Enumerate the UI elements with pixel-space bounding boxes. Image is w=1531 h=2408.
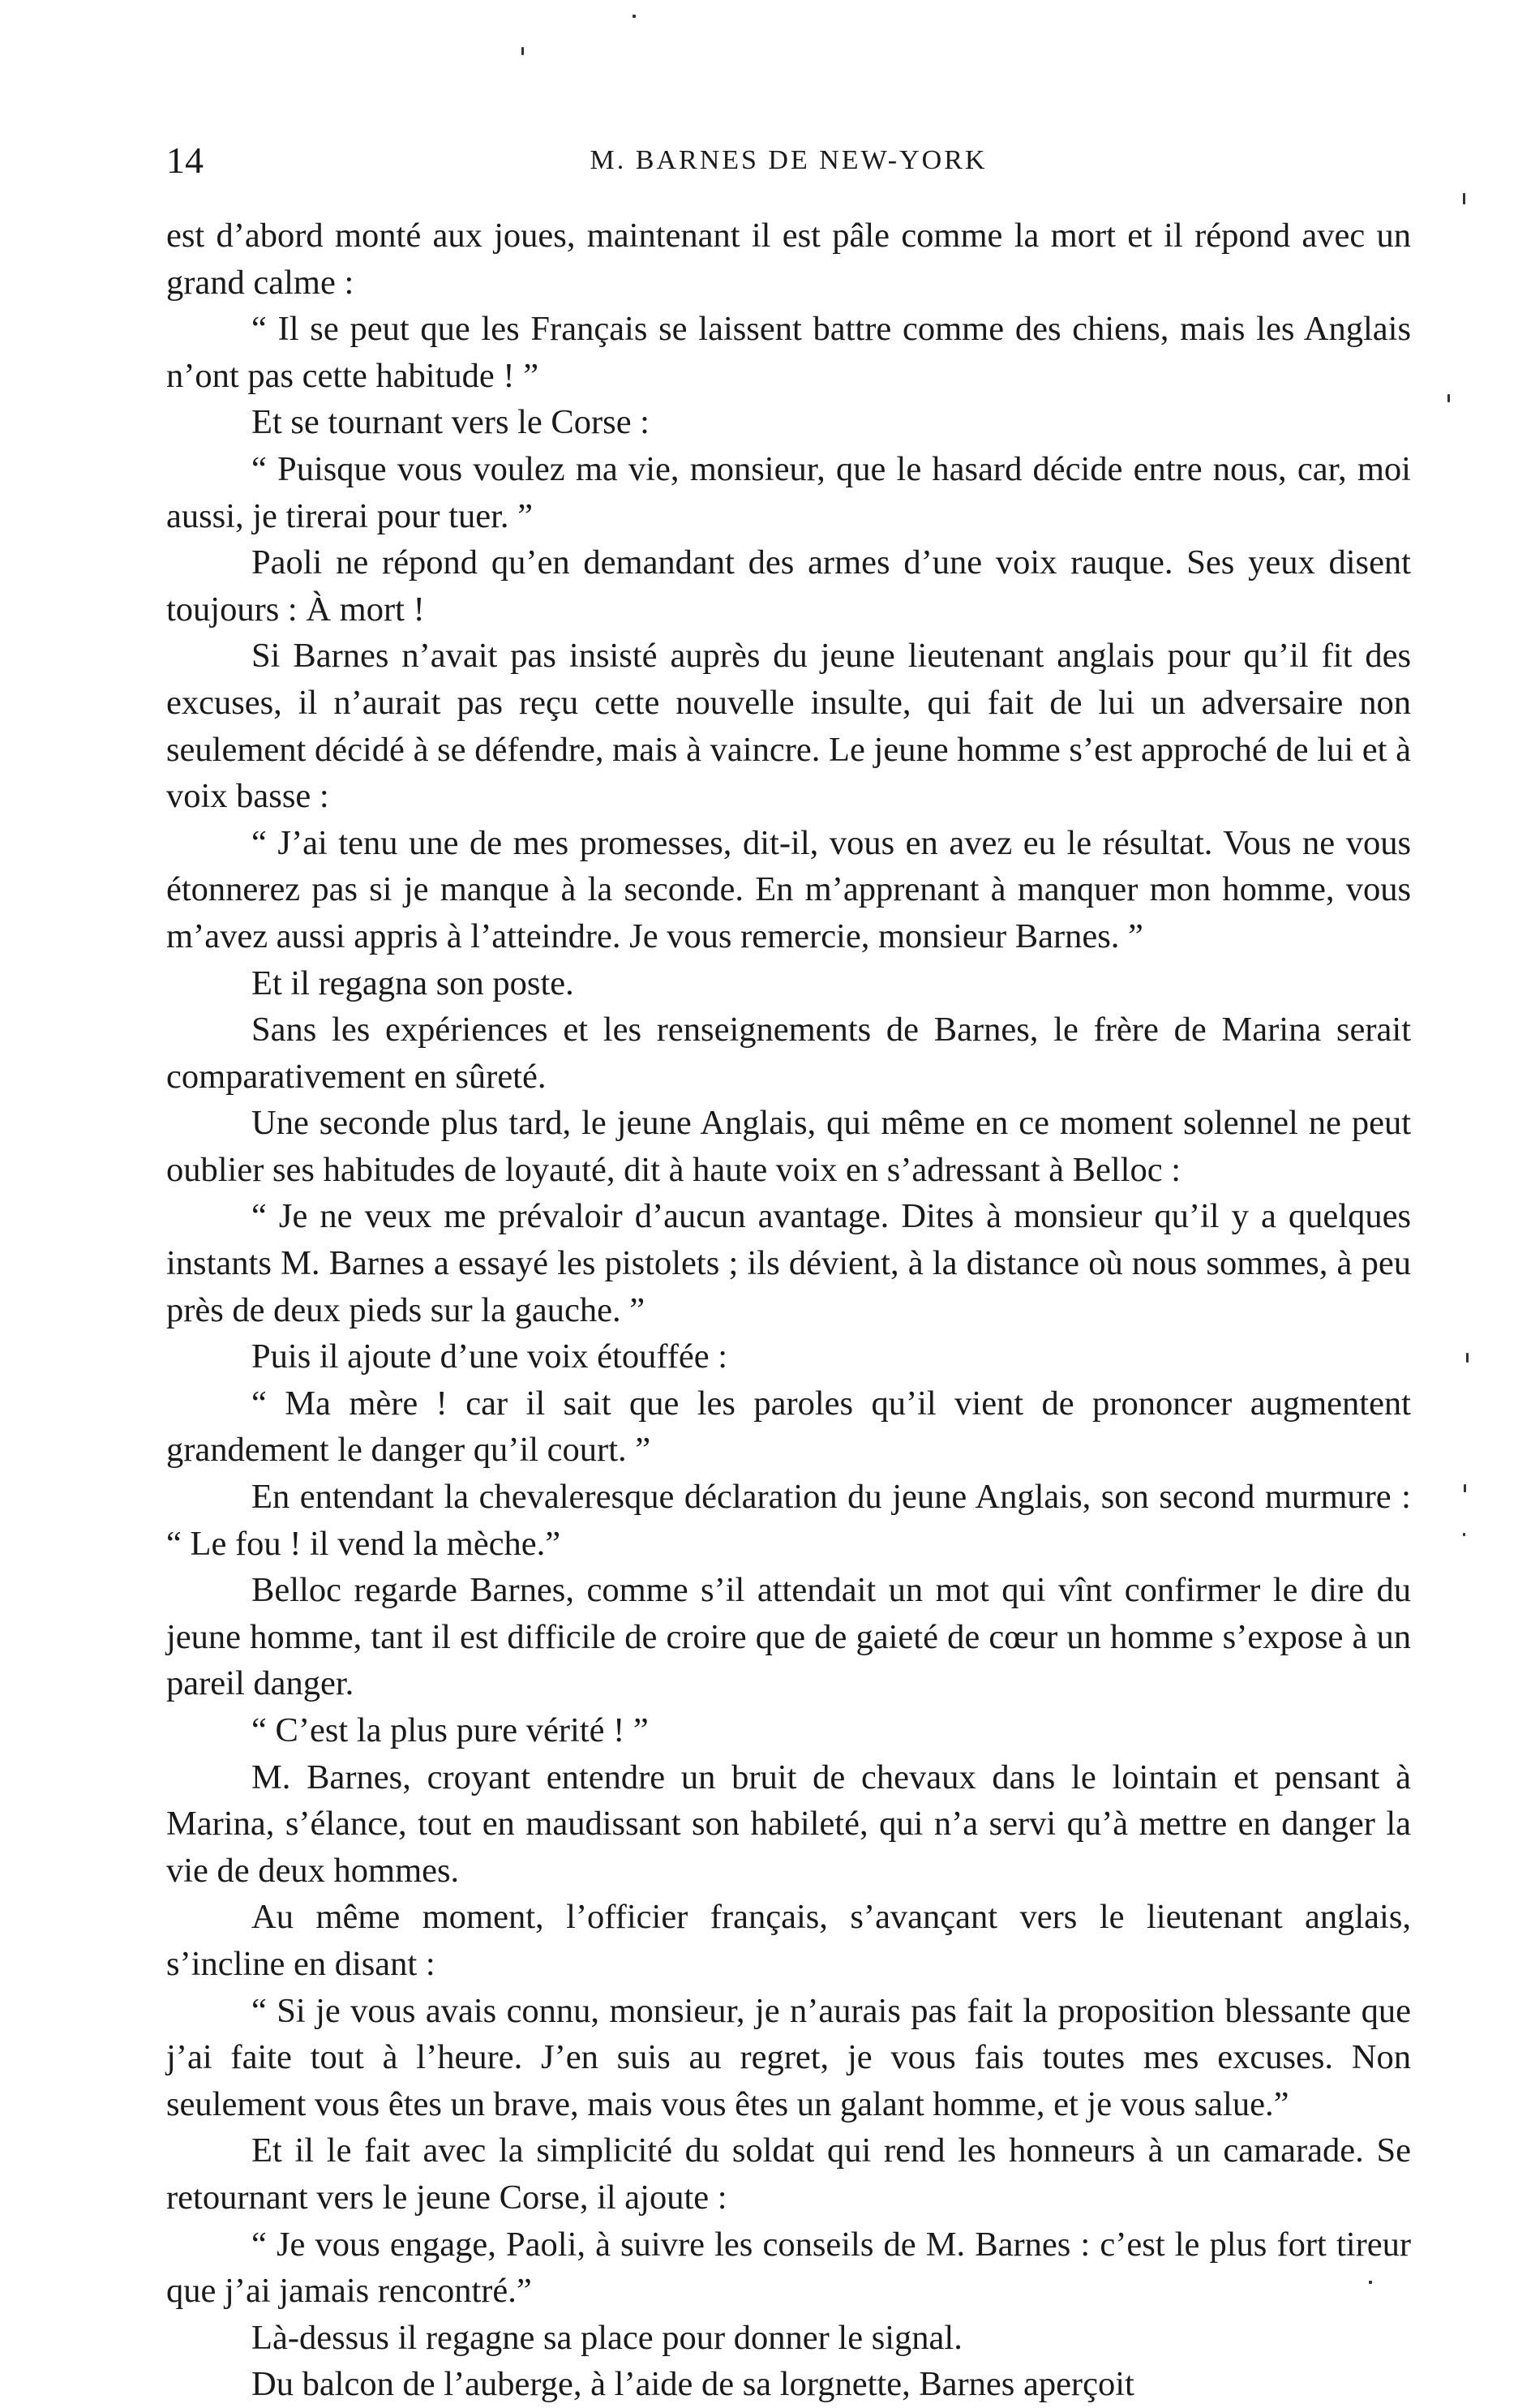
paragraph: “ Ma mère ! car il sait que les paroles qu’il vient de prononcer augmentent grandement le danger qu’il court. ”: [166, 1384, 1411, 1470]
paragraph: Et il le fait avec la simplicité du soldat qui rend les honneurs à un camarade. Se retournant vers le jeune Corse, il ajoute :: [166, 2131, 1411, 2217]
paragraph: Une seconde plus tard, le jeune Anglais, qui même en ce moment solennel ne peut oublier ses habitudes de loyauté, dit à haute voix en s’adressant à Belloc :: [166, 1104, 1411, 1189]
paragraph: Sans les expériences et les renseignements de Barnes, le frère de Marina serait comparativement en sûreté.: [166, 1011, 1411, 1096]
paragraph: Paoli ne répond qu’en demandant des armes d’une voix rauque. Ses yeux disent toujours : À mort !: [166, 543, 1411, 629]
paragraph: Du balcon de l’auberge, à l’aide de sa lorgnette, Barnes aperçoit: [251, 2365, 1134, 2404]
scan-speck: [1369, 2281, 1372, 2284]
paragraph: Puis il ajoute d’une voix étouffée :: [251, 1337, 728, 1376]
paragraph: est d’abord monté aux joues, maintenant il est pâle comme la mort et il répond avec un grand calme :: [166, 217, 1411, 302]
paragraph: Et il regagna son poste.: [251, 964, 574, 1002]
page-header: [166, 136, 1411, 185]
paragraph: “ Si je vous avais connu, monsieur, je n’aurais pas fait la proposition blessante que j’ai faite tout à l’heure. J’en suis au regret, je vous fais toutes mes excuses. Non seulement vous êtes un brave, mais vous êtes un galant homme, et je vous salue.”: [166, 1991, 1411, 2123]
scan-speck: [1463, 1533, 1465, 1536]
paragraph: “ Je ne veux me prévaloir d’aucun avantage. Dites à monsieur qu’il y a quelques instants M. Barnes a essayé les pistolets ; ils dévient, à la distance où nous sommes, à peu près de deux pieds sur la gauche. ”: [166, 1197, 1411, 1329]
scan-speck: [1463, 193, 1465, 204]
paragraph: “ Il se peut que les Français se laissent battre comme des chiens, mais les Anglais n’ont pas cette habitude ! ”: [166, 310, 1411, 395]
paragraph: “ Puisque vous voulez ma vie, monsieur, que le hasard décide entre nous, car, moi aussi, je tirerai pour tuer. ”: [166, 449, 1411, 535]
paragraph: Belloc regarde Barnes, comme s’il attendait un mot qui vînt confirmer le dire du jeune homme, tant il est difficile de croire que de gaieté de cœur un homme s’expose à un pareil danger.: [166, 1571, 1411, 1703]
running-title: M. BARNES DE NEW-YORK: [590, 145, 988, 175]
paragraph: “ C’est la plus pure vérité ! ”: [251, 1711, 649, 1749]
paragraph: “ Je vous engage, Paoli, à suivre les conseils de M. Barnes : c’est le plus fort tireur que j’ai jamais rencontré.”: [166, 2225, 1411, 2311]
scan-speck: [1466, 1353, 1469, 1363]
paragraph: Là-dessus il regagne sa place pour donner le signal.: [251, 2318, 963, 2357]
scan-speck: [1447, 394, 1450, 402]
scan-speck: [521, 47, 524, 55]
paragraph: M. Barnes, croyant entendre un bruit de chevaux dans le lointain et pensant à Marina, s’élance, tout en maudissant son habileté, qui n’a servi qu’à mettre en danger la vie de deux hommes.: [166, 1758, 1411, 1890]
body-text: [166, 212, 1411, 2408]
page-number: 14: [166, 140, 204, 181]
paragraph: Au même moment, l’officier français, s’avançant vers le lieutenant anglais, s’incline en disant :: [166, 1898, 1411, 1983]
paragraph: En entendant la chevaleresque déclaration du jeune Anglais, son second murmure : “ Le fou ! il vend la mèche.”: [166, 1478, 1411, 1563]
paragraph: Et se tournant vers le Corse :: [251, 403, 650, 442]
paragraph: “ J’ai tenu une de mes promesses, dit-il, vous en avez eu le résultat. Vous ne vous étonnerez pas si je manque à la seconde. En m’apprenant à manquer mon homme, vous m’avez aussi appris à l’atteindre. Je vous remercie, monsieur Barnes. ”: [166, 823, 1411, 955]
paragraph: Si Barnes n’avait pas insisté auprès du jeune lieutenant anglais pour qu’il fit des excuses, il n’aurait pas reçu cette nouvelle insulte, qui fait de lui un adversaire non seulement décidé à se défendre, mais à vaincre. Le jeune homme s’est approché de lui et à voix basse :: [166, 637, 1411, 816]
scan-speck: [1464, 1484, 1466, 1492]
scan-speck: [633, 15, 636, 18]
